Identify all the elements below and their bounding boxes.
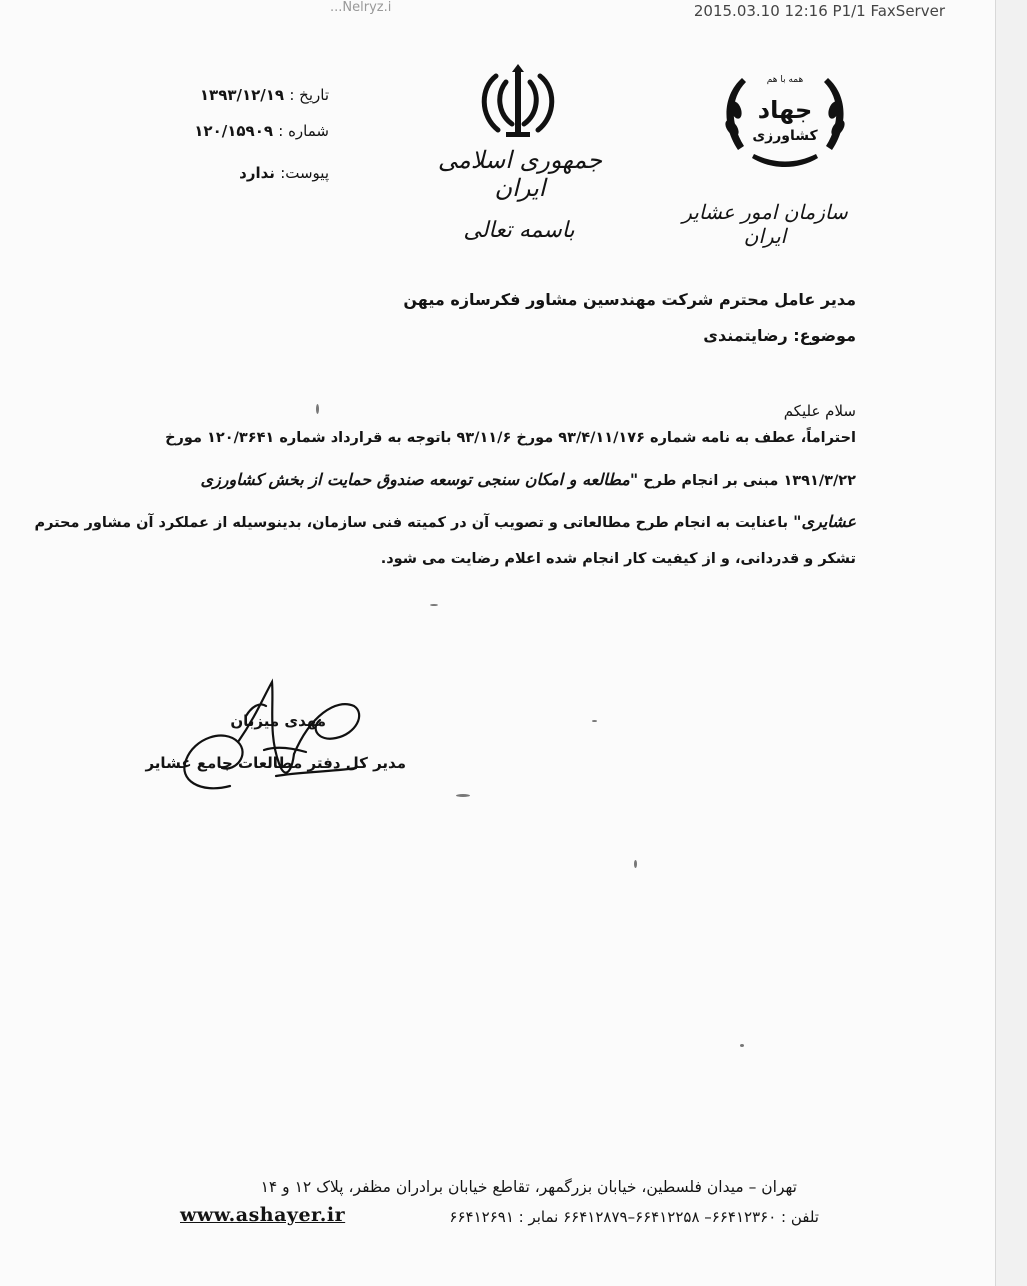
- body-line-3-rest: باعنایت به انجام طرح مطالعاتی و تصویب آن در کمیته فنی سازمان، بدینوسیله از عملکرد آن مشاور محترم: [34, 515, 789, 531]
- invocation-text: باسمه تعالی: [463, 218, 575, 243]
- date-label: تاریخ :: [289, 86, 329, 104]
- scan-edge: [995, 0, 1027, 1286]
- scan-speck: [456, 794, 470, 797]
- footer-contact: تلفن : ۶۶۴۱۲۳۶۰– ۶۶۴۱۲۲۵۸–۶۶۴۱۲۸۷۹ نمابر : ۶۶۴۱۲۶۹۱: [449, 1208, 819, 1226]
- project-title-part-1: "مطالعه و امکان سنجی توسعه صندوق حمایت از بخش کشاورزی: [200, 470, 639, 489]
- body-line-2-start: ۱۳۹۱/۳/۲۲ مبنی بر انجام طرح: [643, 473, 856, 489]
- footer-address: تهران – میدان فلسطین، خیابان بزرگمهر، تقاطع خیابان برادران مظفر، پلاک ۱۲ و ۱۴: [260, 1178, 797, 1196]
- logo-main-text: جهاد: [757, 96, 813, 124]
- body-line-4: تشکر و قدردانی، و از کیفیت کار انجام شده اعلام رضایت می شود.: [380, 551, 856, 567]
- addressee: مدیر عامل محترم شرکت مهندسین مشاور فکرسازه میهن: [403, 290, 856, 309]
- subject: موضوع: رضایتمندی: [703, 326, 856, 345]
- website-link[interactable]: www.ashayer.ir: [180, 1204, 346, 1226]
- project-title-part-2: عشایری": [793, 512, 856, 531]
- scan-speck: [316, 404, 319, 414]
- attachment-value: ندارد: [239, 164, 275, 182]
- body-line-1: احتراماً، عطف به نامه شماره ۹۳/۴/۱۱/۱۷۶ مورخ ۹۳/۱۱/۶ باتوجه به قرارداد شماره ۱۲۰/۳۶۴۱ مورخ: [165, 430, 856, 446]
- logo-sub-text: کشاورزی: [752, 128, 818, 144]
- org-name: سازمان امور عشایر ایران: [682, 200, 848, 248]
- country-name: جمهوری اسلامی ایران: [437, 146, 603, 202]
- number-value: ۱۲۰/۱۵۹۰۹: [194, 122, 274, 140]
- fax-clip-text: ...Nelryz.i: [330, 0, 392, 15]
- attachment-label: پیوست:: [280, 164, 329, 182]
- handwritten-signature: [160, 676, 380, 804]
- scan-speck: [592, 720, 597, 722]
- number-row: [194, 122, 329, 140]
- jahad-keshavarzi-logo-icon: [712, 66, 858, 172]
- signer-name: مهدی میزبان: [230, 712, 326, 730]
- scan-speck: [740, 1044, 744, 1047]
- number-label: شماره :: [278, 122, 329, 140]
- body-line-3: [34, 512, 856, 531]
- scan-speck: [634, 860, 637, 868]
- iran-emblem-icon: [476, 64, 560, 140]
- salutation: سلام علیکم: [783, 402, 856, 420]
- date-row: [200, 86, 329, 104]
- scan-speck: [430, 604, 438, 606]
- attachment-row: [239, 164, 329, 182]
- fax-header: 2015.03.10 12:16 P1/1 FaxServer: [693, 2, 945, 20]
- body-line-2: [200, 470, 856, 489]
- signer-title: مدیر کل دفتر مطالعات جامع عشایر: [145, 754, 406, 772]
- date-value: ۱۳۹۳/۱۲/۱۹: [199, 86, 285, 104]
- logo-top-text: همه با هم: [766, 75, 804, 85]
